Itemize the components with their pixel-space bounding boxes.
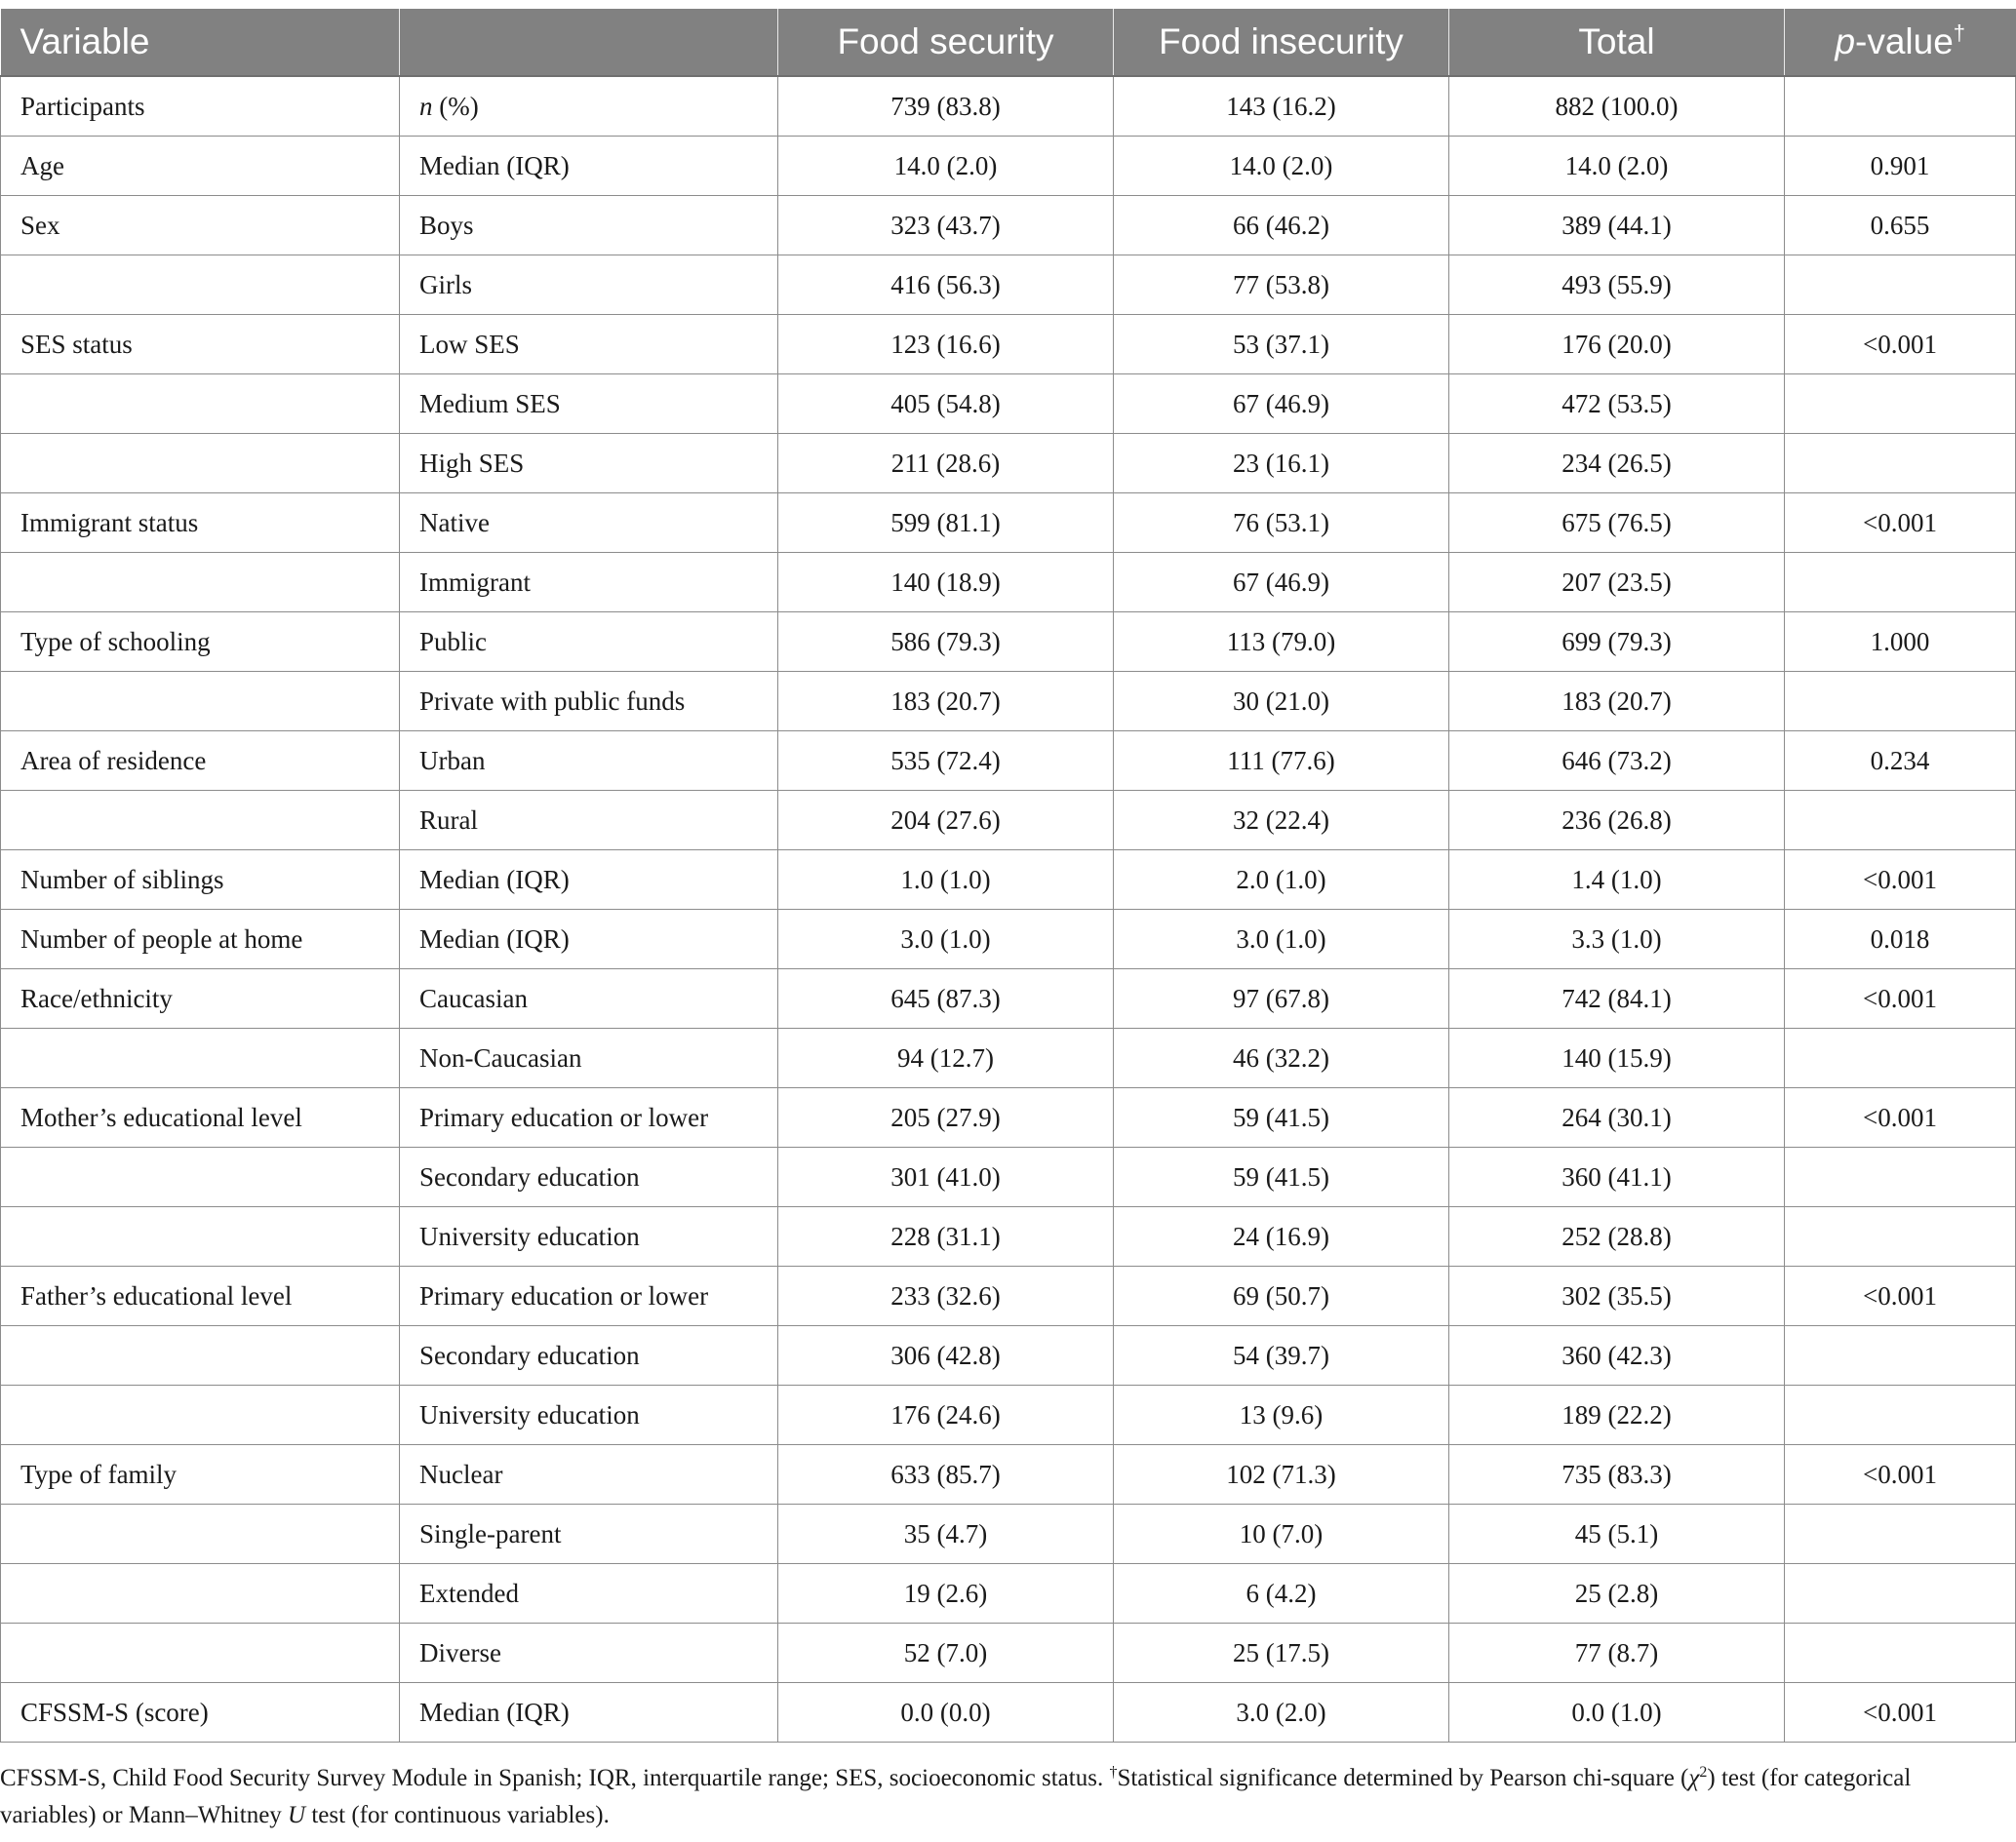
cell-p-value: <0.001	[1785, 493, 2016, 553]
cell-p-value: 0.655	[1785, 196, 2016, 255]
cell-category	[400, 196, 778, 255]
cell-variable	[1, 1326, 400, 1386]
table-row	[1, 1326, 2016, 1386]
cell-total: 1.4 (1.0)	[1449, 850, 1785, 910]
cell-category	[400, 1088, 778, 1148]
cell-category-text: Girls	[419, 269, 472, 299]
header-p-dagger: †	[1953, 20, 1966, 45]
cell-total: 360 (41.1)	[1449, 1148, 1785, 1207]
cell-total: 140 (15.9)	[1449, 1029, 1785, 1088]
cell-variable: Participants	[1, 76, 400, 137]
cell-category-text: Private with public funds	[419, 686, 686, 716]
header-food-security: Food security	[778, 9, 1114, 76]
cell-category	[400, 969, 778, 1029]
cell-food-security: 204 (27.6)	[778, 791, 1114, 850]
table-row	[1, 315, 2016, 374]
cell-variable	[1, 255, 400, 315]
cell-category	[400, 1326, 778, 1386]
cell-food-security: 323 (43.7)	[778, 196, 1114, 255]
cell-variable	[1, 1386, 400, 1445]
table-row	[1, 1148, 2016, 1207]
table-row	[1, 1088, 2016, 1148]
cell-food-insecurity: 2.0 (1.0)	[1114, 850, 1449, 910]
cell-p-value: <0.001	[1785, 1445, 2016, 1505]
cell-category-text: Urban	[419, 745, 486, 775]
footnote-significance-c: test (for continuous variables).	[305, 1802, 610, 1828]
cell-variable	[1, 374, 400, 434]
cell-food-insecurity: 46 (32.2)	[1114, 1029, 1449, 1088]
cell-category-text: High SES	[419, 448, 525, 478]
cell-food-insecurity: 143 (16.2)	[1114, 76, 1449, 137]
cell-p-value: <0.001	[1785, 1267, 2016, 1326]
cell-category-text: (%)	[432, 91, 479, 121]
cell-variable: Type of schooling	[1, 612, 400, 672]
cell-category	[400, 672, 778, 731]
cell-variable: Age	[1, 137, 400, 196]
cell-p-value	[1785, 1148, 2016, 1207]
cell-food-security: 1.0 (1.0)	[778, 850, 1114, 910]
cell-category	[400, 137, 778, 196]
cell-variable	[1, 1564, 400, 1624]
cell-food-insecurity: 59 (41.5)	[1114, 1148, 1449, 1207]
cell-food-insecurity: 25 (17.5)	[1114, 1624, 1449, 1683]
cell-category	[400, 1207, 778, 1267]
cell-p-value: 0.234	[1785, 731, 2016, 791]
cell-category-text: Boys	[419, 210, 474, 240]
cell-category-text: Low SES	[419, 329, 520, 359]
cell-p-value	[1785, 1624, 2016, 1683]
cell-p-value	[1785, 1326, 2016, 1386]
cell-category	[400, 553, 778, 612]
cell-p-value	[1785, 1386, 2016, 1445]
cell-variable: Sex	[1, 196, 400, 255]
cell-category-text: Extended	[419, 1578, 519, 1608]
cell-food-security: 301 (41.0)	[778, 1148, 1114, 1207]
cell-total: 264 (30.1)	[1449, 1088, 1785, 1148]
cell-p-value	[1785, 255, 2016, 315]
cell-category-text: Median (IQR)	[419, 923, 570, 954]
cell-total: 699 (79.3)	[1449, 612, 1785, 672]
cell-total: 735 (83.3)	[1449, 1445, 1785, 1505]
characteristics-table-container	[0, 9, 2016, 1743]
footnote-significance-a: Statistical significance determined by Pearson chi-square (	[1117, 1765, 1689, 1791]
table-row	[1, 1505, 2016, 1564]
cell-p-value	[1785, 1505, 2016, 1564]
cell-variable: Area of residence	[1, 731, 400, 791]
cell-variable: CFSSM-S (score)	[1, 1683, 400, 1743]
table-row	[1, 1445, 2016, 1505]
cell-food-insecurity: 6 (4.2)	[1114, 1564, 1449, 1624]
table-row	[1, 612, 2016, 672]
cell-p-value	[1785, 1207, 2016, 1267]
cell-p-value: 0.901	[1785, 137, 2016, 196]
cell-food-security: 306 (42.8)	[778, 1326, 1114, 1386]
table-row	[1, 791, 2016, 850]
cell-food-security: 416 (56.3)	[778, 255, 1114, 315]
cell-category-text: Caucasian	[419, 983, 528, 1013]
cell-total: 3.3 (1.0)	[1449, 910, 1785, 969]
cell-category-text: Nuclear	[419, 1459, 503, 1489]
cell-food-security: 739 (83.8)	[778, 76, 1114, 137]
cell-food-security: 176 (24.6)	[778, 1386, 1114, 1445]
table-row	[1, 1267, 2016, 1326]
cell-food-security: 52 (7.0)	[778, 1624, 1114, 1683]
cell-total: 189 (22.2)	[1449, 1386, 1785, 1445]
cell-food-insecurity: 24 (16.9)	[1114, 1207, 1449, 1267]
table-row	[1, 374, 2016, 434]
cell-food-insecurity: 23 (16.1)	[1114, 434, 1449, 493]
cell-category-text: Primary education or lower	[419, 1102, 709, 1132]
cell-category-text: University education	[419, 1399, 640, 1430]
header-category	[400, 9, 778, 76]
table-row	[1, 137, 2016, 196]
table-row	[1, 553, 2016, 612]
cell-total: 302 (35.5)	[1449, 1267, 1785, 1326]
cell-category-text: Median (IQR)	[419, 150, 570, 180]
table-row	[1, 493, 2016, 553]
cell-category	[400, 1267, 778, 1326]
characteristics-table	[0, 9, 2016, 1743]
table-row	[1, 1624, 2016, 1683]
cell-category-text: Median (IQR)	[419, 864, 570, 894]
cell-category-text: Secondary education	[419, 1340, 640, 1370]
cell-food-insecurity: 66 (46.2)	[1114, 196, 1449, 255]
cell-category	[400, 1505, 778, 1564]
table-footnote	[0, 1760, 2009, 1834]
table-row	[1, 1564, 2016, 1624]
cell-category	[400, 1624, 778, 1683]
cell-food-security: 535 (72.4)	[778, 731, 1114, 791]
cell-total: 389 (44.1)	[1449, 196, 1785, 255]
cell-category-text: University education	[419, 1221, 640, 1251]
cell-food-insecurity: 30 (21.0)	[1114, 672, 1449, 731]
cell-p-value: <0.001	[1785, 1683, 2016, 1743]
cell-p-value	[1785, 1029, 2016, 1088]
footnote-chi-sup: 2	[1699, 1764, 1708, 1781]
cell-food-security: 0.0 (0.0)	[778, 1683, 1114, 1743]
cell-total: 207 (23.5)	[1449, 553, 1785, 612]
cell-food-insecurity: 102 (71.3)	[1114, 1445, 1449, 1505]
cell-total: 493 (55.9)	[1449, 255, 1785, 315]
cell-food-security: 123 (16.6)	[778, 315, 1114, 374]
cell-category	[400, 1564, 778, 1624]
cell-food-security: 19 (2.6)	[778, 1564, 1114, 1624]
cell-food-insecurity: 97 (67.8)	[1114, 969, 1449, 1029]
cell-p-value	[1785, 76, 2016, 137]
cell-category	[400, 1029, 778, 1088]
cell-p-value: <0.001	[1785, 850, 2016, 910]
table-row	[1, 1386, 2016, 1445]
cell-total: 742 (84.1)	[1449, 969, 1785, 1029]
cell-variable: Number of people at home	[1, 910, 400, 969]
cell-p-value	[1785, 791, 2016, 850]
header-food-insecurity: Food insecurity	[1114, 9, 1449, 76]
cell-total: 45 (5.1)	[1449, 1505, 1785, 1564]
cell-food-insecurity: 67 (46.9)	[1114, 553, 1449, 612]
cell-category	[400, 910, 778, 969]
footnote-abbreviations: CFSSM-S, Child Food Security Survey Module in Spanish; IQR, interquartile range; SES, socioeconomic status.	[0, 1765, 1110, 1791]
cell-total: 14.0 (2.0)	[1449, 137, 1785, 196]
footnote-dagger: †	[1109, 1764, 1118, 1781]
cell-food-insecurity: 54 (39.7)	[1114, 1326, 1449, 1386]
cell-total: 882 (100.0)	[1449, 76, 1785, 137]
cell-variable	[1, 553, 400, 612]
cell-variable: Mother’s educational level	[1, 1088, 400, 1148]
cell-p-value	[1785, 553, 2016, 612]
table-row	[1, 76, 2016, 137]
cell-variable: Number of siblings	[1, 850, 400, 910]
cell-food-security: 140 (18.9)	[778, 553, 1114, 612]
footnote-significance-b: ) test (for categorical variables) or Mann–Whitney	[0, 1765, 1912, 1828]
cell-p-value: <0.001	[1785, 315, 2016, 374]
cell-food-security: 183 (20.7)	[778, 672, 1114, 731]
cell-food-security: 405 (54.8)	[778, 374, 1114, 434]
table-row	[1, 434, 2016, 493]
table-row	[1, 1207, 2016, 1267]
cell-total: 183 (20.7)	[1449, 672, 1785, 731]
cell-food-security: 633 (85.7)	[778, 1445, 1114, 1505]
cell-category-italic: n	[419, 91, 433, 121]
header-p-rest: -value	[1855, 21, 1954, 61]
cell-total: 0.0 (1.0)	[1449, 1683, 1785, 1743]
cell-category-text: Medium SES	[419, 388, 561, 418]
table-row	[1, 196, 2016, 255]
table-row	[1, 910, 2016, 969]
cell-p-value	[1785, 374, 2016, 434]
cell-category-text: Secondary education	[419, 1161, 640, 1192]
cell-food-security: 94 (12.7)	[778, 1029, 1114, 1088]
table-row	[1, 1683, 2016, 1743]
footnote-chi: χ	[1688, 1765, 1700, 1791]
cell-food-security: 599 (81.1)	[778, 493, 1114, 553]
cell-food-insecurity: 32 (22.4)	[1114, 791, 1449, 850]
cell-food-insecurity: 113 (79.0)	[1114, 612, 1449, 672]
cell-food-insecurity: 111 (77.6)	[1114, 731, 1449, 791]
table-header-row	[1, 9, 2016, 76]
header-p-italic: p	[1835, 21, 1856, 61]
cell-category-text: Non-Caucasian	[419, 1042, 582, 1073]
cell-food-insecurity: 77 (53.8)	[1114, 255, 1449, 315]
cell-category	[400, 1683, 778, 1743]
table-row	[1, 255, 2016, 315]
cell-food-security: 205 (27.9)	[778, 1088, 1114, 1148]
cell-category	[400, 850, 778, 910]
cell-p-value: 0.018	[1785, 910, 2016, 969]
cell-total: 472 (53.5)	[1449, 374, 1785, 434]
cell-total: 25 (2.8)	[1449, 1564, 1785, 1624]
cell-food-insecurity: 53 (37.1)	[1114, 315, 1449, 374]
cell-total: 234 (26.5)	[1449, 434, 1785, 493]
cell-food-insecurity: 14.0 (2.0)	[1114, 137, 1449, 196]
cell-category	[400, 255, 778, 315]
table-row	[1, 731, 2016, 791]
cell-p-value: 1.000	[1785, 612, 2016, 672]
cell-variable: SES status	[1, 315, 400, 374]
cell-food-security: 228 (31.1)	[778, 1207, 1114, 1267]
cell-p-value	[1785, 434, 2016, 493]
cell-category-text: Single-parent	[419, 1518, 562, 1548]
cell-category-text: Immigrant	[419, 567, 531, 597]
table-body	[1, 76, 2016, 1743]
table-row	[1, 850, 2016, 910]
cell-category-text: Median (IQR)	[419, 1697, 570, 1727]
cell-variable	[1, 1148, 400, 1207]
cell-p-value: <0.001	[1785, 1088, 2016, 1148]
cell-total: 675 (76.5)	[1449, 493, 1785, 553]
cell-food-security: 3.0 (1.0)	[778, 910, 1114, 969]
cell-category-text: Primary education or lower	[419, 1280, 709, 1311]
cell-category	[400, 791, 778, 850]
cell-p-value	[1785, 1564, 2016, 1624]
header-variable: Variable	[1, 9, 400, 76]
cell-food-security: 211 (28.6)	[778, 434, 1114, 493]
cell-variable: Race/ethnicity	[1, 969, 400, 1029]
cell-category	[400, 612, 778, 672]
cell-variable	[1, 1624, 400, 1683]
header-p-value	[1785, 9, 2016, 76]
cell-category	[400, 1445, 778, 1505]
cell-category	[400, 731, 778, 791]
cell-category	[400, 434, 778, 493]
cell-p-value	[1785, 672, 2016, 731]
cell-food-insecurity: 3.0 (2.0)	[1114, 1683, 1449, 1743]
cell-variable	[1, 672, 400, 731]
cell-food-insecurity: 13 (9.6)	[1114, 1386, 1449, 1445]
table-row	[1, 672, 2016, 731]
cell-food-insecurity: 3.0 (1.0)	[1114, 910, 1449, 969]
cell-variable	[1, 434, 400, 493]
cell-variable	[1, 1505, 400, 1564]
cell-category	[400, 1386, 778, 1445]
cell-food-insecurity: 59 (41.5)	[1114, 1088, 1449, 1148]
cell-category	[400, 315, 778, 374]
cell-category-text: Diverse	[419, 1637, 501, 1667]
cell-food-insecurity: 10 (7.0)	[1114, 1505, 1449, 1564]
cell-category	[400, 374, 778, 434]
cell-food-security: 14.0 (2.0)	[778, 137, 1114, 196]
footnote-u: U	[288, 1802, 306, 1828]
cell-food-insecurity: 69 (50.7)	[1114, 1267, 1449, 1326]
cell-total: 646 (73.2)	[1449, 731, 1785, 791]
cell-category-text: Public	[419, 626, 488, 656]
cell-food-security: 233 (32.6)	[778, 1267, 1114, 1326]
cell-p-value: <0.001	[1785, 969, 2016, 1029]
cell-total: 252 (28.8)	[1449, 1207, 1785, 1267]
cell-variable	[1, 1207, 400, 1267]
cell-variable	[1, 791, 400, 850]
table-row	[1, 969, 2016, 1029]
cell-food-insecurity: 67 (46.9)	[1114, 374, 1449, 434]
cell-variable: Father’s educational level	[1, 1267, 400, 1326]
table-row	[1, 1029, 2016, 1088]
cell-food-insecurity: 76 (53.1)	[1114, 493, 1449, 553]
cell-variable: Type of family	[1, 1445, 400, 1505]
header-total: Total	[1449, 9, 1785, 76]
cell-food-security: 645 (87.3)	[778, 969, 1114, 1029]
cell-category	[400, 493, 778, 553]
cell-category	[400, 1148, 778, 1207]
cell-total: 236 (26.8)	[1449, 791, 1785, 850]
cell-category	[400, 76, 778, 137]
cell-food-security: 586 (79.3)	[778, 612, 1114, 672]
cell-total: 176 (20.0)	[1449, 315, 1785, 374]
cell-category-text: Rural	[419, 804, 478, 835]
cell-variable: Immigrant status	[1, 493, 400, 553]
cell-total: 77 (8.7)	[1449, 1624, 1785, 1683]
cell-category-text: Native	[419, 507, 490, 537]
cell-food-security: 35 (4.7)	[778, 1505, 1114, 1564]
cell-total: 360 (42.3)	[1449, 1326, 1785, 1386]
cell-variable	[1, 1029, 400, 1088]
